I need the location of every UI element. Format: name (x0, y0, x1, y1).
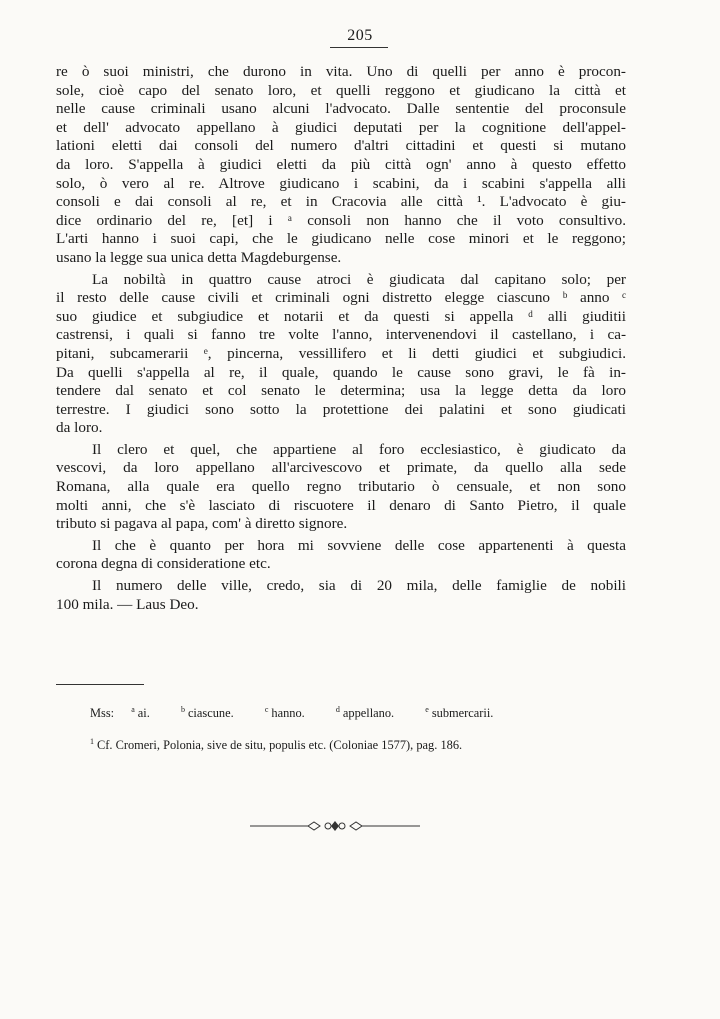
footnote-rule (56, 684, 144, 685)
text-line: dice ordinario del re, [et] i ᵃ consoli non hanno che il voto consultivo. (56, 211, 626, 229)
variant-text: ai. (137, 706, 150, 721)
variant-note (336, 705, 394, 721)
variant-text: submercarii. (431, 706, 494, 721)
variant-mark: d (335, 705, 340, 714)
manuscript-variants (90, 705, 521, 721)
text-line: sole, cioè capo del senato loro, et quelli reggono et giudicano la città et (56, 81, 626, 99)
text-line: 100 mila. — Laus Deo. (56, 595, 199, 613)
footnote-mark: 1 (90, 737, 94, 746)
text-line: re ò suoi ministri, che durono in vita. Uno di quelli per anno è procon- (56, 63, 626, 80)
text-line: da loro. (56, 419, 103, 437)
text-line: da loro. S'appella à giudici eletti da più città ogn' anno à questo effetto (56, 155, 626, 173)
text-line: nelle cause criminali usano alcuni l'advocato. Dalle sententie del proconsule (56, 100, 626, 118)
text-line: Il numero delle ville, credo, sia di 20 mila, delle famiglie de nobili (92, 577, 626, 595)
text-line: et dell' advocato appellano à giudici deputati per la cognitione dell'appel- (56, 118, 626, 136)
text-line: terrestre. I giudici sono sotto la protettione dei palatini et sono giudicati (56, 400, 626, 418)
page-number: 205 (347, 27, 373, 44)
text-line: consoli e dai consoli al re, et in Cracovia alle città ¹. L'advocato è giu- (56, 193, 626, 211)
text-line: vescovi, da loro appellano all'arcivescovo et primate, da quello alla sede (56, 459, 626, 477)
text-line: pitani, subcamerarii ᵉ, pincerna, vessillifero et li detti giudici et subgiudici. (56, 344, 626, 362)
variant-mark: b (180, 705, 185, 714)
text-line: usano la legge sua unica detta Magdeburgense. (56, 248, 342, 266)
text-line: L'arti hanno i suoi capi, che le giudicano nelle cose minori et le reggono; (56, 230, 626, 248)
footnote-text: Cf. Cromeri, Polonia, sive de situ, populis etc. (Coloniae 1577), pag. 186. (97, 738, 463, 753)
mss-label: Mss: (90, 706, 115, 721)
text-line: suo giudice et subgiudice et notarii et da questi si appella ᵈ alli giuditii (56, 307, 626, 325)
text-line: La nobiltà in quattro cause atroci è giudicata dal capitano solo; per (92, 270, 626, 288)
text-line: il resto delle cause civili et criminali ogni distretto elegge ciascuno ᵇ anno ᶜ (56, 289, 626, 307)
variant-mark: c (264, 705, 269, 714)
variant-text: appellano. (342, 706, 395, 721)
variant-mark: a (131, 705, 135, 714)
variant-note (265, 705, 305, 721)
text-line: Il clero et quel, che appartiene al foro ecclesiastico, è giudicato da (92, 440, 626, 458)
text-line: tendere dal senato et col senato le determina; usa la legge detta da loro (56, 382, 626, 400)
text-line: Da quelli s'appella al re, il quale, quando le cause sono gravi, le fà in- (56, 363, 626, 381)
text-line: lationi eletti dai consoli del numero d'altri cittadini et questi si mutano (56, 137, 626, 155)
reference-footnote (90, 737, 462, 753)
header-rule (330, 47, 388, 48)
decorative-tailpiece-ornament-icon (250, 819, 420, 833)
main-text (56, 63, 626, 614)
variant-text: ciascune. (187, 706, 234, 721)
variant-note (131, 705, 150, 721)
text-line: castrensi, i quali si fanno tre volte l'anno, intervenendovi il castellano, i ca- (56, 326, 626, 344)
variant-note (181, 705, 234, 721)
text-line: Romana, alla quale era quello regno tributario ò censuale, et non sono (56, 478, 626, 496)
variant-text: hanno. (271, 706, 305, 721)
text-line: corona degna di consideratione etc. (56, 555, 271, 573)
variant-note (425, 705, 493, 721)
text-line: Il che è quanto per hora mi sovviene delle cose appartenenti à questa (92, 536, 626, 554)
variant-mark: e (425, 705, 429, 714)
text-line: tributo si pagava al papa, com' à diretto signore. (56, 515, 348, 533)
text-line: solo, ò vero al re. Altrove giudicano i scabini, da i scabini s'appella alli (56, 174, 626, 192)
text-line: molti anni, che s'è lasciato di riscuotere il denaro di Santo Pietro, il quale (56, 496, 626, 514)
